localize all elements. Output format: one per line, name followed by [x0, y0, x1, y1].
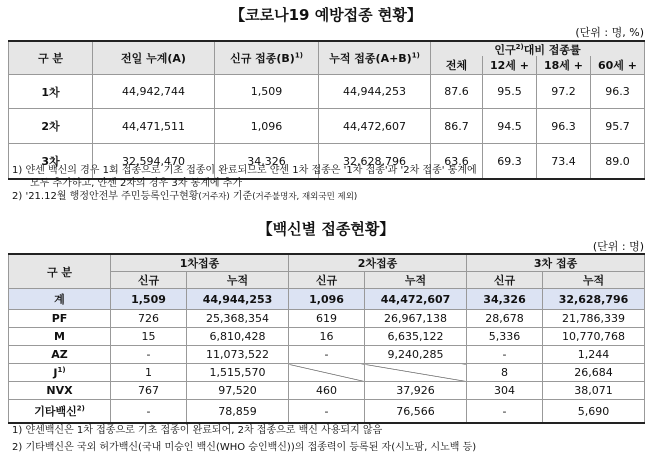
- row-label: NVX: [9, 382, 111, 400]
- cell: 44,472,607: [365, 289, 467, 310]
- cell: 87.6: [431, 75, 483, 109]
- cell: 5,336: [467, 328, 543, 346]
- table-row: [9, 400, 645, 424]
- table2-note1: 1) 얀센백신은 1차 접종으로 기초 접종이 완료되어, 2차 접종으로 백신 사용되지 않음: [12, 425, 383, 436]
- row-label: 3차: [9, 144, 93, 180]
- cell: -: [289, 346, 365, 364]
- cell: 25,368,354: [187, 310, 289, 328]
- cell: 86.7: [431, 109, 483, 144]
- cell: 1,096: [289, 289, 365, 310]
- cell: 26,967,138: [365, 310, 467, 328]
- cell: 8: [467, 364, 543, 382]
- header-dose1: 1차접종: [111, 254, 289, 272]
- cell: 44,944,253: [319, 75, 431, 109]
- cell: 1,096: [215, 109, 319, 144]
- cell: 38,071: [543, 382, 645, 400]
- cell: 96.3: [537, 109, 591, 144]
- header-new: 신규: [111, 272, 187, 289]
- cell: 460: [289, 382, 365, 400]
- cell: 97.2: [537, 75, 591, 109]
- row-label: 1차: [9, 75, 93, 109]
- table-row: [9, 382, 645, 400]
- cell: 11,073,522: [187, 346, 289, 364]
- total-row: [9, 289, 645, 310]
- header-cumulative: 누적: [365, 272, 467, 289]
- table1-note2: 2) '21.12월 행정안전부 주민등록인구현황(거주자) 기준(거주불명자, 재외국민 제외): [12, 191, 358, 202]
- cell: 726: [111, 310, 187, 328]
- cell: 44,471,511: [93, 109, 215, 144]
- cell: 78,859: [187, 400, 289, 424]
- cell: -: [111, 400, 187, 424]
- header-new: 신규 접종$(B)^{1)}$: [215, 41, 319, 75]
- cell: 94.5: [483, 109, 537, 144]
- row-label: 기타백신$^{2)}$: [9, 400, 111, 424]
- cell: 32,628,796: [543, 289, 645, 310]
- row-label: 2차: [9, 109, 93, 144]
- header-new: 신규: [289, 272, 365, 289]
- cell: 1,509: [111, 289, 187, 310]
- table1-note1-line2: 모두 추가하고, 얀센 2차의 경우 3차 통계에 추가: [30, 178, 243, 189]
- table1-unit: (단위 : 명, %): [575, 26, 644, 39]
- header-dose2: 2차접종: [289, 254, 467, 272]
- table1-note1-line1: 1) 얀센 백신의 경우 1회 접종으로 기초 접종이 완료되므로 얀센 1차 접종은 '1차 접종'과 '2차 접종' 통계에: [12, 165, 477, 176]
- cell: 1,244: [543, 346, 645, 364]
- cell: 6,810,428: [187, 328, 289, 346]
- cell: 304: [467, 382, 543, 400]
- header-rate: 인구$^{2)}$대비 접종률: [431, 41, 645, 56]
- header-group: 구 분: [9, 41, 93, 75]
- cell: 95.5: [483, 75, 537, 109]
- header-new: 신규: [467, 272, 543, 289]
- table-row: [9, 310, 645, 328]
- vaccine-type-table: [8, 253, 645, 424]
- cell: 1: [111, 364, 187, 382]
- header-dose3: 3차 접종: [467, 254, 645, 272]
- cell: -: [467, 346, 543, 364]
- table-row: [9, 346, 645, 364]
- table1-title: 【코로나19 예방접종 현황】: [230, 6, 422, 24]
- cell: 15: [111, 328, 187, 346]
- cell: 89.0: [591, 144, 645, 180]
- cell: 1,515,570: [187, 364, 289, 382]
- cell: 44,472,607: [319, 109, 431, 144]
- row-label: AZ: [9, 346, 111, 364]
- cell: 1,509: [215, 75, 319, 109]
- cell: 34,326: [215, 144, 319, 180]
- cell: 37,926: [365, 382, 467, 400]
- diagonal-empty-cell: [365, 364, 467, 382]
- cell: 16: [289, 328, 365, 346]
- cell: -: [467, 400, 543, 424]
- cell: 44,944,253: [187, 289, 289, 310]
- cell: 10,770,768: [543, 328, 645, 346]
- table2-title: 【백신별 접종현황】: [257, 220, 395, 238]
- header-cumulative: 누적 접종$(A+B)^{1)}$: [319, 41, 431, 75]
- row-label: $J^{1)}$: [9, 364, 111, 382]
- cell: -: [111, 346, 187, 364]
- table-row: [9, 364, 645, 382]
- header-cumulative: 누적: [543, 272, 645, 289]
- cell: 21,786,339: [543, 310, 645, 328]
- table-row: [9, 75, 645, 109]
- cell: 5,690: [543, 400, 645, 424]
- header-rate-60: 60세 +: [591, 56, 645, 74]
- cell: 32,628,796: [319, 144, 431, 180]
- cell: 9,240,285: [365, 346, 467, 364]
- cell: 32,594,470: [93, 144, 215, 180]
- cell: 97,520: [187, 382, 289, 400]
- table-row: [9, 109, 645, 144]
- row-label: M: [9, 328, 111, 346]
- cell: 95.7: [591, 109, 645, 144]
- cell: 73.4: [537, 144, 591, 180]
- header-prev-total: 전일 누계(A): [93, 41, 215, 75]
- table2-unit: (단위 : 명): [592, 240, 644, 253]
- header-rate-12: 12세 +: [483, 56, 537, 74]
- cell: 69.3: [483, 144, 537, 180]
- cell: -: [289, 400, 365, 424]
- header-rate-total: 전체: [431, 56, 483, 74]
- table2-note2: 2) 기타백신은 국외 허가백신(국내 미승인 백신(WHO 승인백신))의 접종력이 등록된 자(시노팜, 시노백 등): [12, 442, 477, 453]
- vaccination-status-table: [8, 40, 645, 180]
- cell: 6,635,122: [365, 328, 467, 346]
- row-label: 계: [9, 289, 111, 310]
- cell: 44,942,744: [93, 75, 215, 109]
- cell: 28,678: [467, 310, 543, 328]
- row-label: PF: [9, 310, 111, 328]
- cell: 63.6: [431, 144, 483, 180]
- cell: 619: [289, 310, 365, 328]
- header-group: 구 분: [9, 254, 111, 289]
- diagonal-empty-cell: [289, 364, 365, 382]
- cell: 767: [111, 382, 187, 400]
- header-cumulative: 누적: [187, 272, 289, 289]
- cell: 76,566: [365, 400, 467, 424]
- cell: 96.3: [591, 75, 645, 109]
- cell: 34,326: [467, 289, 543, 310]
- header-rate-18: 18세 +: [537, 56, 591, 74]
- cell: 26,684: [543, 364, 645, 382]
- table-row: [9, 328, 645, 346]
